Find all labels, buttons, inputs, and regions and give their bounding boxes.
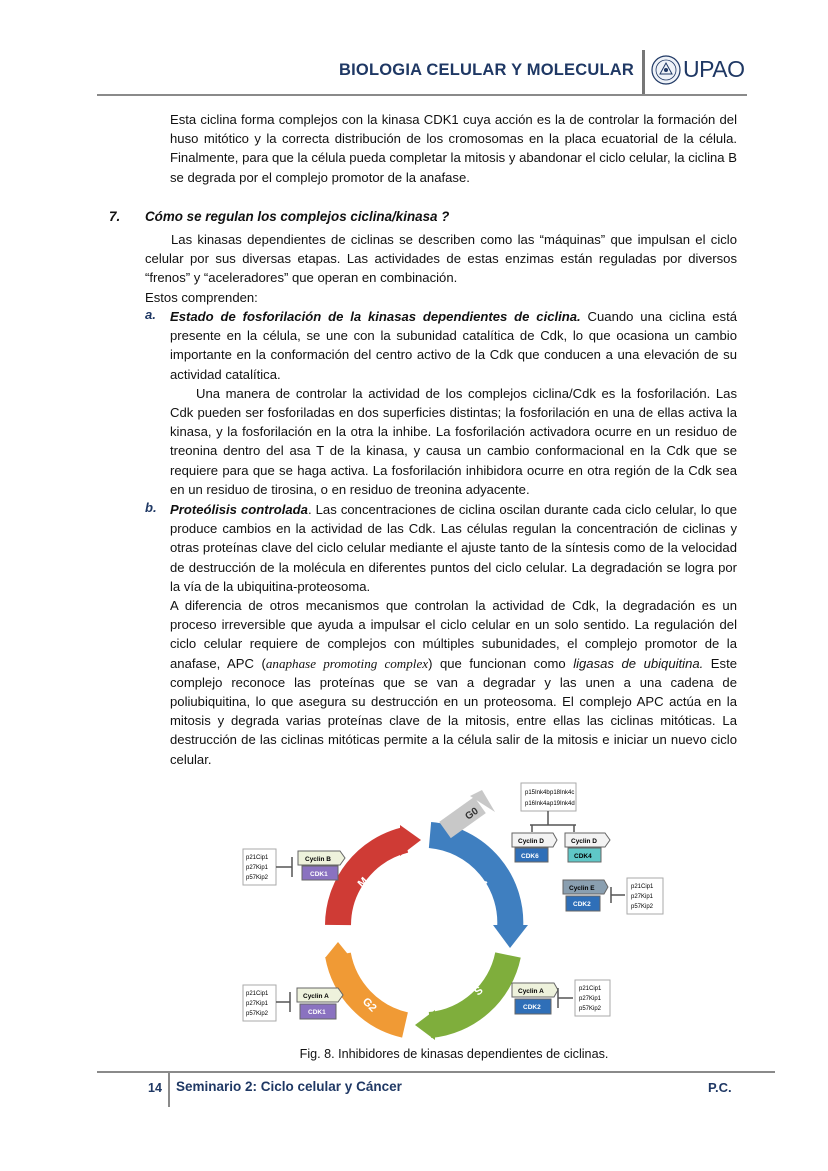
item-a-label: a. — [145, 307, 156, 322]
complex-cycline-cdk2 — [563, 880, 608, 911]
cdk-label: CDK1 — [308, 1009, 326, 1016]
item-b-label: b. — [145, 500, 157, 515]
question-lead: Estos comprenden: — [145, 289, 258, 305]
item-a — [170, 307, 737, 499]
cyclin-label: Cyclin D — [571, 838, 598, 845]
item-b-text2c: Este complejo reconoce las proteínas que se van a degradar y las unen a una cadena de poliubiquitina, lo que asegura su destrucción en un proteosoma. El complejo APC actúa en la mitosis y degrada varias proteínas clave de la mitosis, entre ellas las ciclinas mitóticas. La destrucción de las ciclinas mitóticas permite a la célula salir de la mitosis e iniciar un nuevo ciclo celular. — [170, 655, 738, 767]
inhibitor-box-s — [575, 980, 610, 1016]
phase-arrowhead-m — [400, 825, 421, 856]
figure-caption-text: Fig. 8. Inhibidores de kinasas dependientes de ciclinas. — [299, 1047, 609, 1061]
complex-cyclinb-cdk1 — [298, 851, 345, 880]
footer-title: Seminario 2: Ciclo celular y Cáncer — [176, 1079, 402, 1094]
inhibitor-box-g2 — [243, 985, 276, 1021]
phase-arrowhead-g1 — [493, 925, 528, 948]
item-a-text2: Una manera de controlar la actividad de los complejos ciclina/Cdk es la fosforilación. Las Cdk pueden ser fosforiladas en dos superficies distintas; la fosforilación en una de ellas activa la kinasa, y la fosforilación en la otra la inhibe. La fosforilación activadora ocurre en un residuo de treonina dentro del asa T de la kinasa, y causa un cambio conformacional en la Cdk que se requiere para que se haga activa. La fosforilación inhibidora ocurre en otra región de la Cdk sea en un residuo de tirosina, o en residuo de treonina adyacente. — [170, 385, 737, 497]
item-b-heading: Proteólisis controlada — [170, 502, 308, 517]
inhibitor-label: p27Kip1 — [246, 865, 269, 871]
inhibition-line — [276, 992, 290, 1012]
cyclin-label: Cyclin B — [305, 856, 332, 863]
phase-arrowhead-s — [415, 1010, 435, 1040]
cdk-label: CDK4 — [574, 853, 592, 860]
footer-rule — [97, 1071, 775, 1073]
phase-label-g2: G2 — [359, 995, 379, 1015]
item-b — [170, 500, 737, 769]
inhibitor-box-g1 — [627, 878, 663, 914]
item-b-text1: . Las concentraciones de ciclina oscilan durante cada ciclo celular, lo que produce cambios en la actividad de las Cdk. Las células regulan la concentración de ciclinas y otras proteínas clave del ciclo celular mediante el ajuste tanto de la síntesis como de la velocidad de destrucción de la molécula en diferentes puntos del ciclo celular. La degradación se logra por la vía de la ubiquitina-proteosoma. — [170, 502, 737, 594]
complex-cyclina-cdk2-s — [512, 983, 558, 1014]
cyclin-label: Cyclin E — [569, 885, 595, 892]
cdk-label: CDK1 — [310, 871, 328, 878]
cyclin-label: Cyclin A — [518, 988, 544, 995]
page-number: 14 — [148, 1081, 162, 1095]
complex-cyclind-cdk4 — [565, 833, 610, 862]
logo-text: UPAO — [683, 56, 745, 82]
inhibition-line — [611, 887, 625, 903]
footer-initials: P.C. — [708, 1080, 732, 1095]
item-b-text2a: A diferencia de otros mecanismos que controlan la actividad de Cdk, la degradación es un proceso irreversible que ayuda a impulsar el ciclo celular en un solo sentido. La regulación del ciclo celular requiere de complejos con múltiples subunidades, el complejo promotor de la anafase, APC ( — [170, 598, 737, 671]
cdk-label: CDK2 — [523, 1004, 541, 1011]
complex-cyclina-cdk1-g2 — [297, 988, 343, 1019]
header-rule — [97, 94, 747, 96]
inhibitor-label: p27Kip1 — [579, 996, 602, 1002]
inhibitor-label: p57Kip2 — [579, 1006, 602, 1012]
upao-logo — [648, 54, 745, 90]
complex-cyclind-cdk6 — [512, 833, 557, 862]
header-divider — [642, 50, 645, 94]
phase-label-s: S — [472, 984, 486, 999]
inhibitor-label: p21Cip1 — [579, 986, 602, 992]
item-b-text2b: ) que funcionan como — [428, 655, 574, 671]
inhibitor-label: p18Ink4c — [550, 790, 575, 796]
ubiquitin-ligase-term: ligasas de ubiquitina. — [573, 655, 704, 671]
inhibitor-box-ink4 — [521, 783, 576, 811]
figure-caption — [0, 1047, 828, 1061]
inhibition-line — [558, 988, 573, 1008]
phase-label-g1: G1 — [471, 873, 491, 892]
phase-label-g0: G0 — [463, 805, 481, 823]
inhibitor-label: p57Kip2 — [246, 1011, 269, 1017]
phase-arc-g2 — [338, 955, 405, 1025]
inhibition-line — [276, 857, 292, 877]
cell-cycle-inhibitors-figure — [238, 776, 674, 1041]
inhibition-line — [530, 811, 576, 832]
cyclin-label: Cyclin D — [518, 838, 545, 845]
inhibitor-box-m — [243, 849, 276, 885]
item-a-heading: Estado de fosforilación de la kinasas dependientes de ciclina. — [170, 309, 581, 324]
intro-paragraph — [170, 110, 737, 187]
phase-arc-s — [430, 955, 508, 1025]
course-title: BIOLOGIA CELULAR Y MOLECULAR — [339, 61, 634, 79]
inhibitor-label: p21Cip1 — [246, 991, 269, 997]
question-number: 7. — [109, 209, 121, 224]
question-title: Cómo se regulan los complejos ciclina/kinasa ? — [145, 209, 450, 224]
cdk-label: CDK6 — [521, 853, 539, 860]
question-body — [145, 230, 737, 307]
phase-arrowhead-g2 — [325, 942, 351, 958]
university-seal-icon — [651, 55, 681, 85]
inhibitor-label: p27Kip1 — [246, 1001, 269, 1007]
inhibitor-label: p16Ink4a — [525, 801, 550, 807]
phase-arc-g1 — [430, 835, 510, 930]
inhibitor-label: p19Ink4d — [550, 801, 575, 807]
inhibitor-label: p21Cip1 — [246, 855, 269, 861]
cyclin-label: Cyclin A — [303, 993, 329, 1000]
apc-full-name: anaphase promoting complex — [265, 655, 429, 671]
item-a-text1: Cuando una ciclina está presente en la célula, se une con la subunidad catalítica de Cdk, lo que ocasiona un cambio importante en la conformación del centro activo de la Cdk que conducen a una elevación de su actividad catalítica. — [170, 309, 737, 382]
inhibitor-label: p57Kip2 — [631, 904, 654, 910]
intro-text: Esta ciclina forma complejos con la kinasa CDK1 cuya acción es la de controlar la formación del huso mitótico y la correcta distribución de los cromosomas en la placa ecuatorial de la célula. Finalmente, para que la célula pueda completar la mitosis y abandonar el ciclo celular, la ciclina B se degrada por el complejo promotor de la anafase. — [170, 112, 737, 185]
phase-arc-m — [338, 840, 405, 925]
inhibitor-label: p57Kip2 — [246, 875, 269, 881]
inhibitor-label: p15Ink4b — [525, 790, 550, 796]
question-paragraph: Las kinasas dependientes de ciclinas se describen como las “máquinas” que impulsan el ciclo celular por sus diversas etapas. Las actividades de estas enzimas están reguladas por diversos “frenos” y “aceleradores” que operan en combinación. — [145, 232, 737, 286]
cdk-label: CDK2 — [573, 901, 591, 908]
inhibitor-label: p27Kip1 — [631, 894, 654, 900]
inhibitor-label: p21Cip1 — [631, 884, 654, 890]
phase-label-m: M — [355, 875, 371, 891]
footer-divider — [168, 1071, 170, 1107]
